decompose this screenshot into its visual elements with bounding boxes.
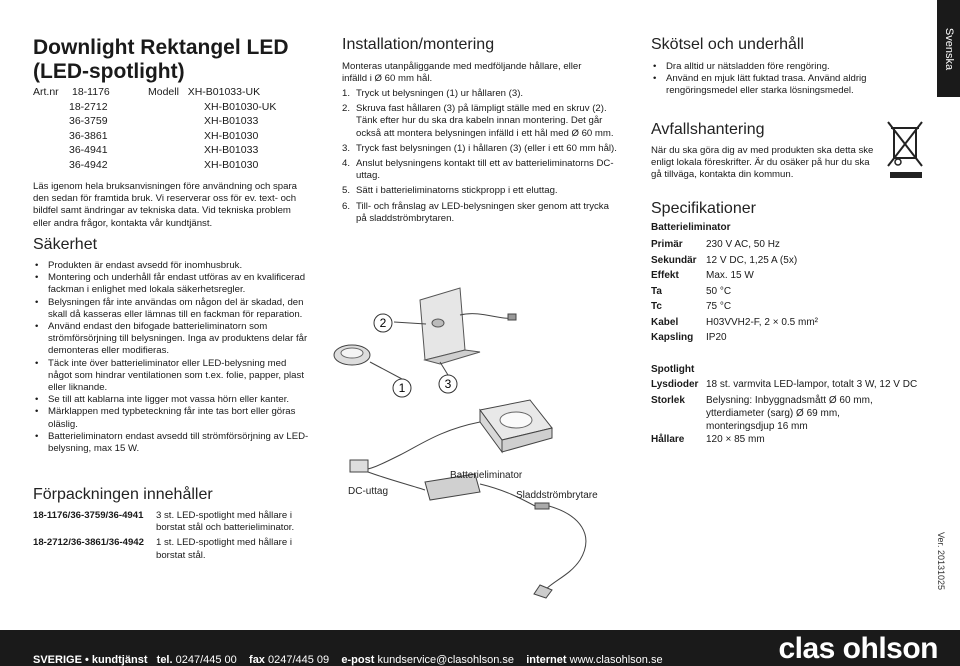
adapter-label: Batterieliminator [450, 470, 523, 481]
callout-3: 3 [444, 377, 452, 391]
footer [0, 630, 960, 666]
waste-heading: Avfallshantering [651, 121, 765, 138]
callout-2: 2 [379, 316, 387, 330]
safety-heading: Säkerhet [33, 236, 98, 253]
version-label: Ver. 20131025 [936, 531, 946, 590]
table-row: Kapsling IP20 [651, 332, 727, 343]
list-item: 5. Sätt i batterieliminatorns stickpropp i ett eluttag. [342, 185, 558, 197]
list-item: • Märklappen med typbeteckning får inte tas bort eller göras oläslig. [33, 406, 313, 430]
email-link[interactable]: kundservice@clasohlson.se [377, 654, 514, 666]
spotlight-spec-table [651, 378, 931, 446]
language-tab [937, 0, 960, 97]
installation-heading: Installation/montering [342, 36, 495, 53]
language-label: Svenska [942, 27, 955, 70]
model-row: 18-2712 XH-B01030-UK [69, 100, 277, 113]
model-row: 36-3759 XH-B01033 [69, 115, 259, 127]
dc-label: DC-uttag [348, 486, 389, 497]
list-item: • Täck inte över batterieliminator eller LED-belysning med något som hindrar ventilationen som t.ex. folie, papper, plast eller liknande. [33, 358, 313, 395]
installation-illustration [330, 260, 630, 600]
care-list [651, 61, 896, 98]
list-item: • Dra alltid ur nätsladden före rengöring. [651, 61, 896, 73]
table-row: Kabel H03VVH2-F, 2 × 0.5 mm² [651, 316, 818, 328]
waste-text: När du ska göra dig av med produkten ska detta ske enligt lokala föreskrifter. Är du osäker på hur du ska gå tillväga, kontakta din kommun. [651, 145, 874, 181]
brand-logo: clas ohlson [778, 632, 938, 665]
list-item: • Använd endast den bifogade batterieliminatorn som strömförsörjning till belysningen. Inga av produktens delar får demonteras eller modifieras. [33, 321, 313, 358]
care-heading: Skötsel och underhåll [651, 36, 804, 53]
intro-text: Läs igenom hela bruksanvisningen före användning och spara den sedan för framtida bruk. Vi reserverar oss för ev. text- och bildfel samt ändringar av tekniska data. Vid tekniska problem eller andra frågor, kontakta vår kundtjänst. [33, 181, 298, 229]
switch-label: Sladdströmbrytare [516, 490, 598, 501]
model-row: 36-3861 XH-B01030 [69, 129, 259, 142]
installation-intro: Monteras utanpåliggande med medföljande hållare, eller infälld i Ø 60 mm hål. [342, 61, 582, 85]
table-row: Primär 230 V AC, 50 Hz [651, 239, 780, 250]
model-row: 36-4941 XH-B01033 [69, 144, 259, 156]
table-row: 18-1176/36-3759/36-4941 3 st. LED-spotlight med hållare i borstat stål och batterieliminator. [33, 510, 295, 534]
table-row: Ta 50 °C [651, 285, 732, 297]
safety-list [33, 260, 313, 455]
list-item: • Montering och underhåll får endast utföras av en kvalificerad fackman i enlighet med lokala säkerhetsregler. [33, 272, 313, 296]
table-row: 18-2712/36-3861/36-4942 1 st. LED-spotlight med hållare i borstat stål. [33, 537, 292, 561]
specs-heading: Specifikationer [651, 200, 756, 217]
installation-steps [342, 88, 617, 228]
contact-info: SVERIGE • kundtjänst tel. 0247/445 00 fax 0247/445 09 e-post kundservice@clasohlson.se internet www.clasohlson.se [33, 654, 663, 666]
page-title [33, 36, 323, 84]
list-item: • Belysningen får inte användas om någon del är skadad, den skall då kasseras eller lämnas till en fackman för reparation. [33, 297, 313, 321]
wheelie-bin-icon [884, 118, 928, 180]
list-item: 1. Tryck ut belysningen (1) ur hållaren (3). [342, 88, 524, 99]
packaging-heading: Förpackningen innehåller [33, 486, 213, 503]
table-row: Storlek Belysning: Inbyggnadsmått Ø 60 mm, ytterdiameter (sarg) Ø 69 mm, monteringsdjup 16 mm [651, 395, 873, 432]
list-item: • Använd en mjuk lätt fuktad trasa. Använd aldrig rengöringsmedel eller starka lösningsmedel. [651, 73, 896, 97]
title-line-2: (LED-spotlight) [33, 60, 185, 83]
list-item: • Se till att kablarna inte ligger mot vassa hörn eller kanter. [33, 394, 313, 406]
specs-sub-spotlight: Spotlight [651, 364, 695, 375]
list-item: 3. Tryck fast belysningen (1) i hållaren (3) (eller i ett 60 mm hål). [342, 142, 617, 154]
model-row: Art.nr 18-1176 Modell XH-B01033-UK [33, 86, 261, 98]
list-item: • Batterieliminatorn endast avsedd till strömförsörjning av LED-belysning, max 15 W. [33, 431, 313, 455]
table-row: Hållare 120 × 85 mm [651, 434, 765, 445]
packaging-table [33, 510, 318, 562]
table-row: Effekt Max. 15 W [651, 270, 754, 281]
website-link[interactable]: www.clasohlson.se [569, 654, 663, 666]
list-item: 2. Skruva fast hållaren (3) på lämpligt ställe med en skruv (2). Tänk efter hur du ska dra kabeln innan montering. Det går också att montera belysningen infälld i ett hål med Ø 60 mm. [342, 103, 614, 139]
specs-sub-battery: Batterieliminator [651, 222, 731, 233]
list-item: 4. Anslut belysningens kontakt till ett av batterieliminatorns DC-uttag. [342, 158, 614, 182]
list-item: 6. Till- och frånslag av LED-belysningen sker genom att trycka på sladdströmbrytaren. [342, 200, 609, 224]
model-row: 36-4942 XH-B01030 [69, 158, 259, 171]
model-list [33, 85, 283, 172]
model-label: Modell [148, 86, 179, 98]
table-row: Tc 75 °C [651, 301, 732, 312]
table-row: Sekundär 12 V DC, 1,25 A (5x) [651, 254, 798, 266]
list-item: • Produkten är endast avsedd för inomhusbruk. [33, 260, 313, 272]
table-row: Lysdioder 18 st. varmvita LED-lampor, totalt 3 W, 12 V DC [651, 379, 918, 390]
battery-spec-table [651, 237, 818, 346]
art-label: Art.nr [33, 86, 59, 98]
callout-1: 1 [398, 381, 406, 395]
installation-diagram [330, 260, 630, 600]
title-line-1: Downlight Rektangel LED [33, 36, 289, 59]
